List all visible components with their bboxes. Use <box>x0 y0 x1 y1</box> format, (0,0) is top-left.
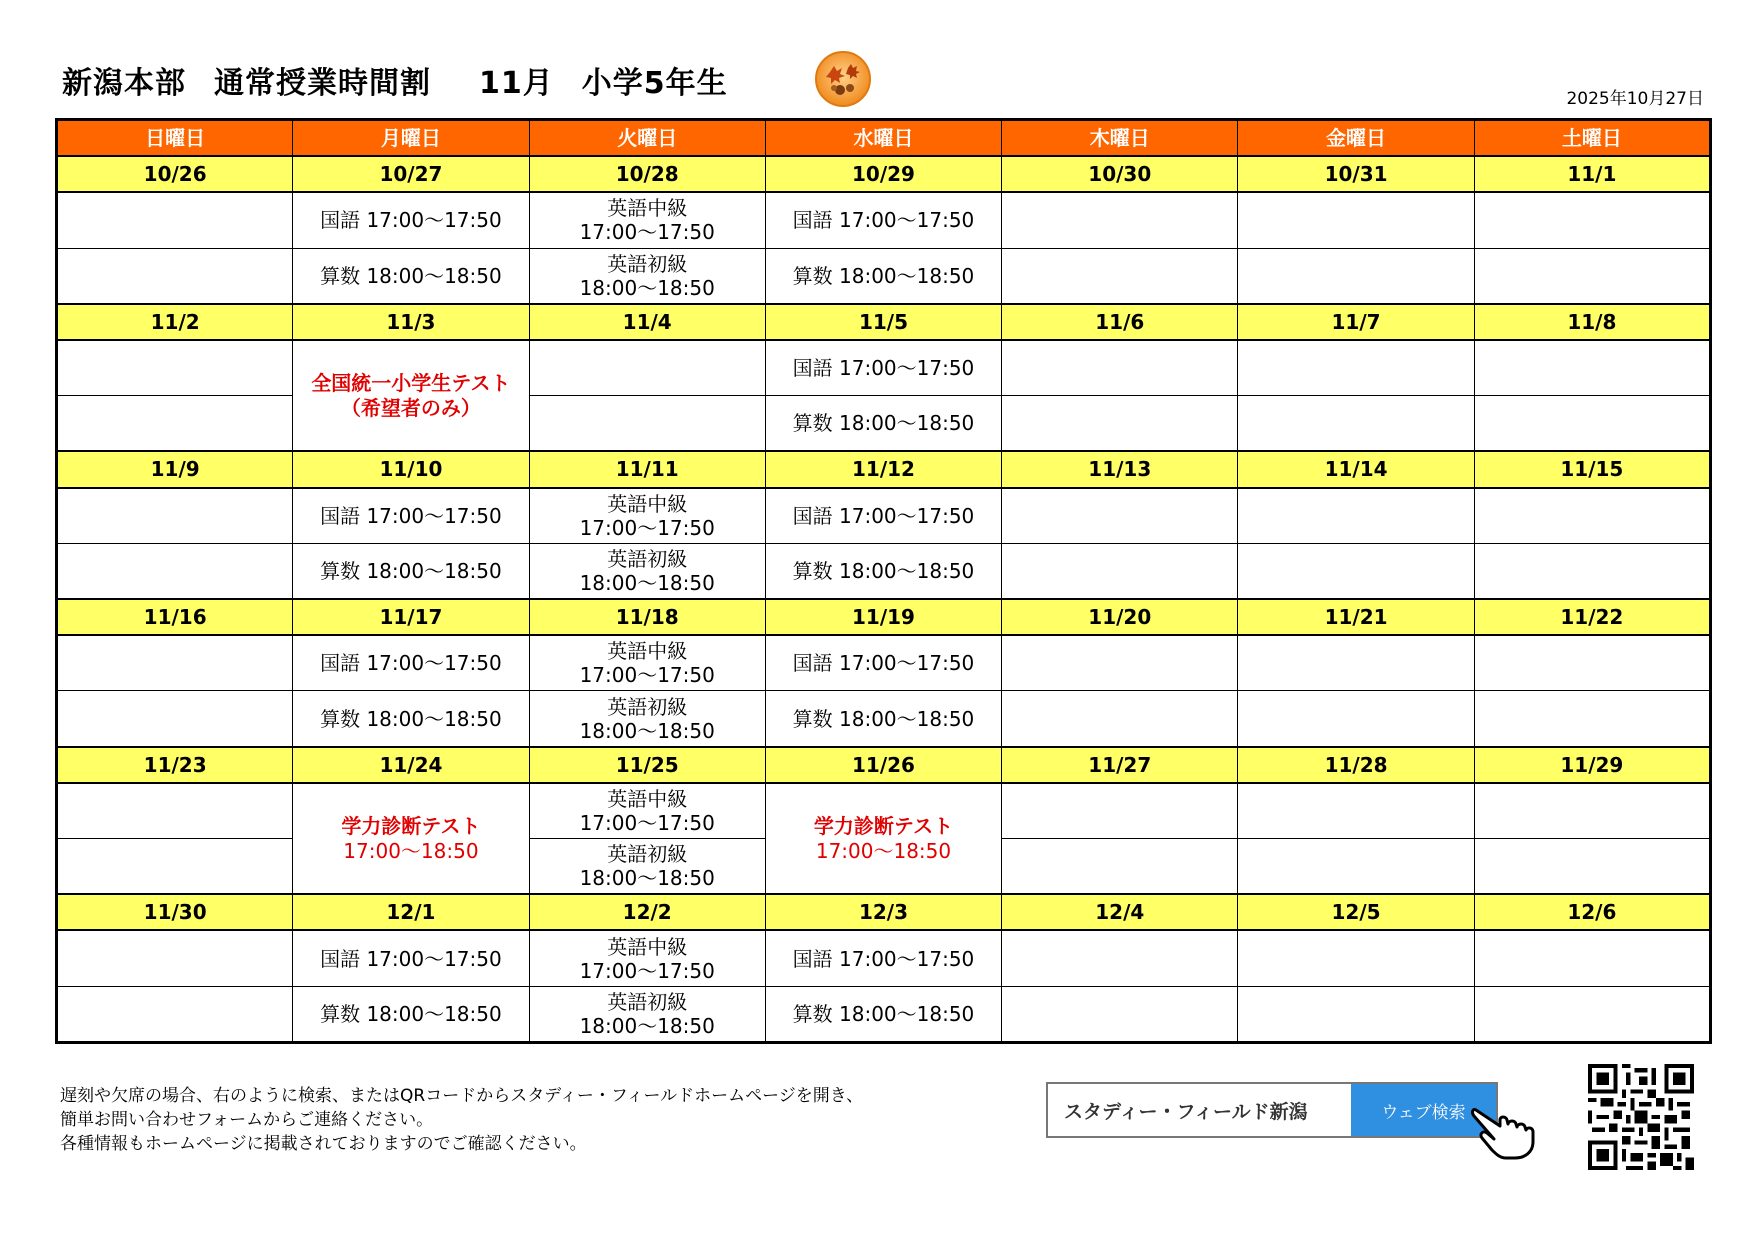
lesson-cell: 国語 17:00〜17:50 <box>765 930 1001 986</box>
event-title: 学力診断テスト <box>813 813 954 838</box>
empty-cell <box>1238 192 1474 248</box>
date-cell: 10/27 <box>293 156 529 192</box>
lesson-cell: 国語 17:00〜17:50 <box>293 930 529 986</box>
lesson-cell: 国語 17:00〜17:50 <box>293 192 529 248</box>
date-cell: 11/24 <box>293 747 529 783</box>
date-cell: 11/9 <box>57 451 293 487</box>
date-cell: 12/4 <box>1002 894 1238 930</box>
date-cell: 12/5 <box>1238 894 1474 930</box>
note-line: 遅刻や欠席の場合、右のように検索、またはQRコードからスタディー・フィールドホームページを開き、 <box>60 1086 864 1106</box>
date-cell: 11/30 <box>57 894 293 930</box>
page-title <box>62 58 728 102</box>
empty-cell <box>1238 396 1474 452</box>
date-cell: 12/6 <box>1474 894 1710 930</box>
empty-cell <box>1474 930 1710 986</box>
schedule-table <box>55 118 1712 1044</box>
date-row <box>57 156 1711 192</box>
date-cell: 12/3 <box>765 894 1001 930</box>
lesson-cell: 算数 18:00〜18:50 <box>765 396 1001 452</box>
date-cell: 12/2 <box>529 894 765 930</box>
empty-cell <box>1002 691 1238 747</box>
empty-cell <box>57 986 293 1042</box>
campus-name: 新潟本部 <box>62 66 186 101</box>
weekday-sat: 土曜日 <box>1474 120 1710 157</box>
date-cell: 11/29 <box>1474 747 1710 783</box>
schedule-name: 通常授業時間割 <box>214 66 431 101</box>
lesson-name: 英語中級 <box>607 491 688 516</box>
event-time: 17:00〜18:50 <box>815 838 952 863</box>
empty-cell <box>1474 986 1710 1042</box>
empty-cell <box>1474 340 1710 396</box>
event-title: 全国統一小学生テスト <box>311 370 511 395</box>
date-cell: 12/1 <box>293 894 529 930</box>
lesson-cell <box>529 248 765 304</box>
empty-cell <box>57 340 293 396</box>
lesson-cell <box>529 783 765 839</box>
empty-cell <box>529 340 765 396</box>
empty-cell <box>1238 839 1474 895</box>
event-note: （希望者のみ） <box>340 395 481 420</box>
empty-cell <box>529 396 765 452</box>
empty-cell <box>57 248 293 304</box>
empty-cell <box>1474 248 1710 304</box>
date-row <box>57 894 1711 930</box>
lesson-time: 18:00〜18:50 <box>579 570 715 595</box>
event-title: 学力診断テスト <box>341 813 481 838</box>
lesson-cell: 算数 18:00〜18:50 <box>765 543 1001 599</box>
lesson-cell: 国語 17:00〜17:50 <box>765 635 1001 691</box>
slot-row <box>57 783 1711 839</box>
lesson-name: 英語中級 <box>607 196 688 221</box>
search-query: スタディー・フィールド新潟 <box>1064 1100 1308 1123</box>
date-cell: 10/31 <box>1238 156 1474 192</box>
lesson-cell: 算数 18:00〜18:50 <box>293 248 529 304</box>
slot-row <box>57 340 1711 396</box>
slot-row <box>57 192 1711 248</box>
empty-cell <box>1238 986 1474 1042</box>
lesson-cell <box>529 691 765 747</box>
lesson-name: 英語初級 <box>607 989 688 1014</box>
date-cell: 11/21 <box>1238 599 1474 635</box>
event-cell <box>293 340 529 451</box>
date-cell: 11/26 <box>765 747 1001 783</box>
slot-row <box>57 986 1711 1042</box>
lesson-cell <box>529 192 765 248</box>
date-cell: 10/28 <box>529 156 765 192</box>
autumn-leaves-icon <box>812 50 874 108</box>
slot-row <box>57 488 1711 544</box>
lesson-time: 17:00〜17:50 <box>579 958 715 983</box>
empty-cell <box>1474 691 1710 747</box>
date-cell: 11/12 <box>765 451 1001 487</box>
lesson-name: 英語中級 <box>607 639 688 664</box>
date-cell: 11/8 <box>1474 304 1710 340</box>
issue-date: 2025年10月27日 <box>1566 89 1704 109</box>
date-cell: 11/11 <box>529 451 765 487</box>
weekday-thu: 木曜日 <box>1002 120 1238 157</box>
empty-cell <box>1002 488 1238 544</box>
lesson-name: 英語中級 <box>607 786 688 811</box>
empty-cell <box>57 192 293 248</box>
empty-cell <box>1238 248 1474 304</box>
date-row <box>57 304 1711 340</box>
empty-cell <box>1002 396 1238 452</box>
date-cell: 11/25 <box>529 747 765 783</box>
date-cell: 11/18 <box>529 599 765 635</box>
lesson-cell: 国語 17:00〜17:50 <box>765 340 1001 396</box>
lesson-time: 17:00〜17:50 <box>579 515 715 540</box>
date-row <box>57 599 1711 635</box>
lesson-time: 17:00〜17:50 <box>579 810 715 835</box>
empty-cell <box>57 839 293 895</box>
weekday-header-row <box>57 120 1711 157</box>
empty-cell <box>1238 488 1474 544</box>
date-cell: 11/15 <box>1474 451 1710 487</box>
date-cell: 11/1 <box>1474 156 1710 192</box>
empty-cell <box>57 635 293 691</box>
lesson-cell: 算数 18:00〜18:50 <box>765 691 1001 747</box>
weekday-wed: 水曜日 <box>765 120 1001 157</box>
empty-cell <box>57 691 293 747</box>
lesson-cell <box>529 488 765 544</box>
date-row <box>57 747 1711 783</box>
empty-cell <box>1238 783 1474 839</box>
lesson-name: 英語初級 <box>607 842 688 867</box>
empty-cell <box>1474 488 1710 544</box>
weekday-tue: 火曜日 <box>529 120 765 157</box>
lesson-cell: 算数 18:00〜18:50 <box>293 691 529 747</box>
date-cell: 11/28 <box>1238 747 1474 783</box>
note-line: 各種情報もホームページに掲載されておりますのでご確認ください。 <box>60 1134 587 1154</box>
event-cell <box>293 783 529 894</box>
date-cell: 11/2 <box>57 304 293 340</box>
date-cell: 10/29 <box>765 156 1001 192</box>
contact-note <box>60 1084 863 1156</box>
event-cell <box>765 783 1001 894</box>
lesson-cell: 算数 18:00〜18:50 <box>293 986 529 1042</box>
date-cell: 11/5 <box>765 304 1001 340</box>
lesson-cell: 算数 18:00〜18:50 <box>293 543 529 599</box>
date-cell: 11/10 <box>293 451 529 487</box>
date-cell: 11/19 <box>765 599 1001 635</box>
empty-cell <box>1002 635 1238 691</box>
lesson-time: 18:00〜18:50 <box>579 718 715 743</box>
slot-row <box>57 635 1711 691</box>
lesson-cell <box>529 986 765 1042</box>
search-box <box>1046 1082 1498 1138</box>
pointing-hand-icon <box>1470 1096 1540 1162</box>
slot-row <box>57 930 1711 986</box>
lesson-time: 18:00〜18:50 <box>579 1013 715 1038</box>
lesson-cell <box>529 543 765 599</box>
date-row <box>57 451 1711 487</box>
empty-cell <box>57 783 293 839</box>
lesson-time: 17:00〜17:50 <box>579 220 715 245</box>
date-cell: 10/30 <box>1002 156 1238 192</box>
lesson-cell: 算数 18:00〜18:50 <box>765 248 1001 304</box>
lesson-name: 英語初級 <box>607 694 688 719</box>
empty-cell <box>1002 340 1238 396</box>
date-cell: 11/17 <box>293 599 529 635</box>
empty-cell <box>1002 248 1238 304</box>
date-cell: 11/13 <box>1002 451 1238 487</box>
lesson-name: 英語初級 <box>607 546 688 571</box>
lesson-time: 18:00〜18:50 <box>579 275 715 300</box>
empty-cell <box>1238 340 1474 396</box>
web-search-button: ウェブ検索 <box>1351 1084 1496 1136</box>
slot-row <box>57 543 1711 599</box>
lesson-cell: 国語 17:00〜17:50 <box>293 635 529 691</box>
empty-cell <box>1238 635 1474 691</box>
empty-cell <box>1238 691 1474 747</box>
weekday-fri: 金曜日 <box>1238 120 1474 157</box>
date-cell: 11/20 <box>1002 599 1238 635</box>
empty-cell <box>1002 192 1238 248</box>
date-cell: 11/27 <box>1002 747 1238 783</box>
slot-row <box>57 691 1711 747</box>
event-time: 17:00〜18:50 <box>343 838 479 863</box>
lesson-cell: 国語 17:00〜17:50 <box>765 488 1001 544</box>
lesson-cell: 国語 17:00〜17:50 <box>293 488 529 544</box>
empty-cell <box>1002 839 1238 895</box>
date-cell: 11/22 <box>1474 599 1710 635</box>
lesson-cell: 算数 18:00〜18:50 <box>765 986 1001 1042</box>
lesson-name: 英語初級 <box>607 251 688 276</box>
empty-cell <box>1474 783 1710 839</box>
lesson-cell <box>529 839 765 895</box>
empty-cell <box>1002 783 1238 839</box>
empty-cell <box>1474 192 1710 248</box>
empty-cell <box>1474 839 1710 895</box>
date-cell: 11/6 <box>1002 304 1238 340</box>
note-line: 簡単お問い合わせフォームからご連絡ください。 <box>60 1110 434 1130</box>
lesson-time: 18:00〜18:50 <box>579 866 715 891</box>
empty-cell <box>57 543 293 599</box>
slot-row <box>57 248 1711 304</box>
date-cell: 11/23 <box>57 747 293 783</box>
lesson-cell <box>529 635 765 691</box>
date-cell: 10/26 <box>57 156 293 192</box>
empty-cell <box>1474 543 1710 599</box>
date-cell: 11/14 <box>1238 451 1474 487</box>
grade-label: 小学5年生 <box>581 66 728 101</box>
empty-cell <box>1002 986 1238 1042</box>
empty-cell <box>1002 543 1238 599</box>
lesson-cell: 国語 17:00〜17:50 <box>765 192 1001 248</box>
empty-cell <box>1002 930 1238 986</box>
empty-cell <box>1474 635 1710 691</box>
date-cell: 11/4 <box>529 304 765 340</box>
qr-code-icon <box>1582 1064 1700 1170</box>
date-cell: 11/7 <box>1238 304 1474 340</box>
lesson-cell <box>529 930 765 986</box>
empty-cell <box>57 930 293 986</box>
date-cell: 11/3 <box>293 304 529 340</box>
empty-cell <box>57 396 293 452</box>
lesson-name: 英語中級 <box>607 934 688 959</box>
empty-cell <box>1238 543 1474 599</box>
empty-cell <box>1474 396 1710 452</box>
date-cell: 11/16 <box>57 599 293 635</box>
weekday-mon: 月曜日 <box>293 120 529 157</box>
empty-cell <box>57 488 293 544</box>
lesson-time: 17:00〜17:50 <box>579 663 715 688</box>
weekday-sun: 日曜日 <box>57 120 293 157</box>
month-label: 11月 <box>479 66 554 101</box>
empty-cell <box>1238 930 1474 986</box>
